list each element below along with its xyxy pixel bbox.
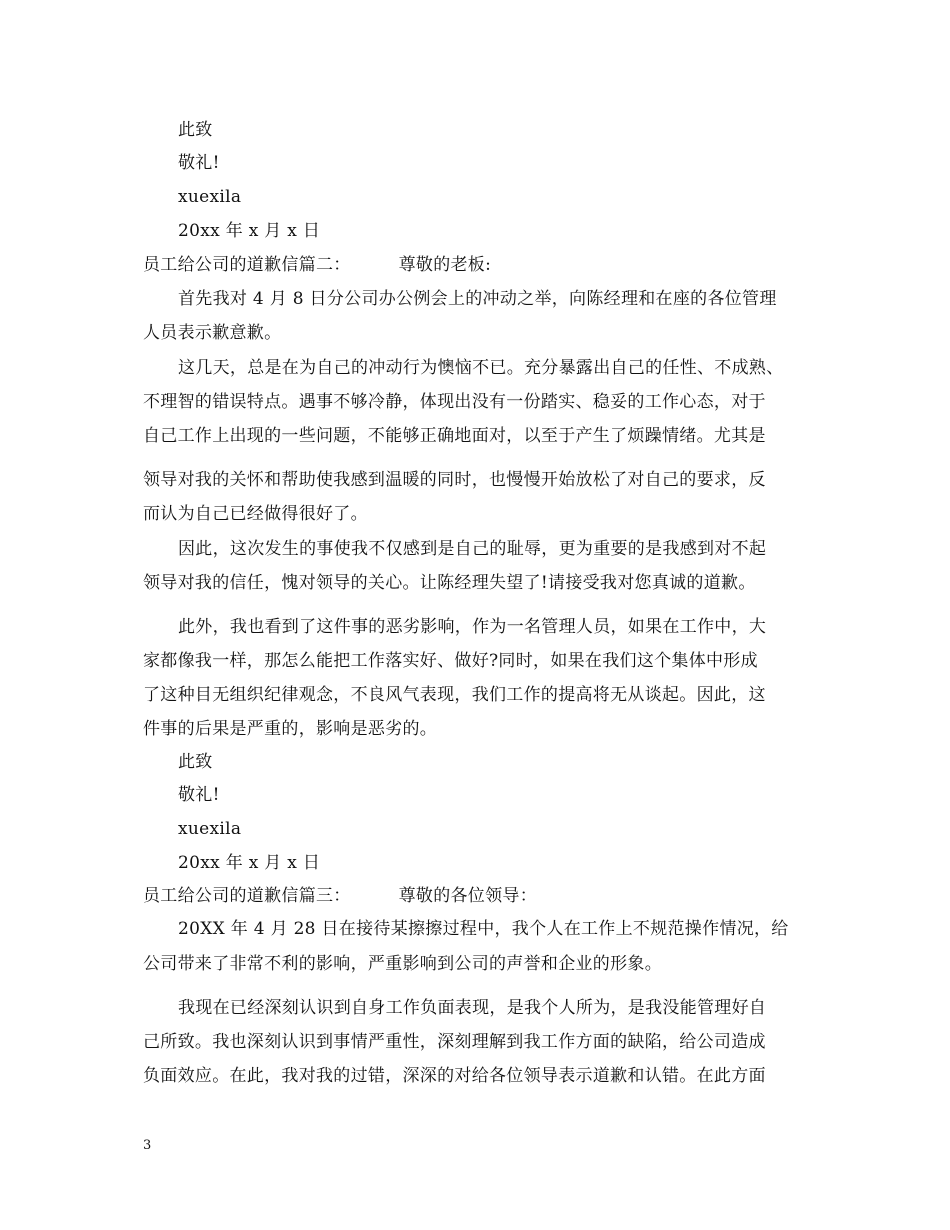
paragraph-line: 而认为自己已经做得很好了。 — [143, 504, 368, 524]
salutation-line: 敬礼! — [178, 785, 220, 805]
closing-line: 此致 — [178, 752, 213, 772]
paragraph-line: 件事的后果是严重的，影响是恶劣的。 — [143, 719, 438, 739]
paragraph-line: 了这种目无组织纪律观念，不良风气表现，我们工作的提高将无从谈起。因此，这 — [143, 685, 766, 705]
paragraph-line: 我现在已经深刻认识到自身工作负面表现，是我个人所为，是我没能管理好自 — [178, 998, 767, 1018]
date-line: 20xx 年 x 月 x 日 — [178, 853, 321, 873]
section-heading-3 — [143, 886, 537, 906]
date-line: 20xx 年 x 月 x 日 — [178, 221, 321, 241]
paragraph-line: 己所致。我也深刻认识到事情严重性，深刻理解到我工作方面的缺陷，给公司造成 — [143, 1032, 766, 1052]
salutation-line: 敬礼! — [178, 153, 220, 173]
paragraph-line: 此外，我也看到了这件事的恶劣影响，作为一名管理人员，如果在工作中，大 — [178, 617, 767, 637]
section-greeting: 尊敬的各位领导： — [398, 886, 538, 906]
section-title: 员工给公司的道歉信篇三： — [143, 886, 351, 906]
paragraph-line: 家都像我一样，那怎么能把工作落实好、做好?同时，如果在我们这个集体中形成 — [143, 651, 758, 671]
closing-line: 此致 — [178, 120, 213, 140]
section-heading-2 — [143, 255, 491, 275]
paragraph-line: 20XX 年 4 月 28 日在接待某擦擦过程中，我个人在工作上不规范操作情况，给 — [178, 919, 789, 939]
signature-line: xuexila — [178, 187, 242, 207]
section-title: 员工给公司的道歉信篇二： — [143, 255, 351, 275]
paragraph-line: 公司带来了非常不利的影响，严重影响到公司的声誉和企业的形象。 — [143, 954, 662, 974]
section-greeting: 尊敬的老板: — [398, 255, 492, 275]
paragraph-line: 不理智的错误特点。遇事不够冷静，体现出没有一份踏实、稳妥的工作心态，对于 — [143, 392, 766, 412]
paragraph-line: 自己工作上出现的一些问题，不能够正确地面对，以至于产生了烦躁情绪。尤其是 — [143, 426, 766, 446]
paragraph-line: 这几天，总是在为自己的冲动行为懊恼不已。充分暴露出自己的任性、不成熟、 — [178, 358, 784, 378]
paragraph-line: 因此，这次发生的事使我不仅感到是自己的耻辱，更为重要的是我感到对不起 — [178, 539, 767, 559]
signature-line: xuexila — [178, 819, 242, 839]
page-number: 3 — [143, 1138, 152, 1153]
paragraph-line: 负面效应。在此，我对我的过错，深深的对给各位领导表示道歉和认错。在此方面 — [143, 1066, 766, 1086]
paragraph-line: 领导对我的关怀和帮助使我感到温暖的同时，也慢慢开始放松了对自己的要求，反 — [143, 470, 766, 490]
paragraph-line: 人员表示歉意歉。 — [143, 323, 282, 343]
paragraph-line: 领导对我的信任，愧对领导的关心。让陈经理失望了!请接受我对您真诚的道歉。 — [143, 573, 756, 593]
paragraph-line: 首先我对 4 月 8 日分公司办公例会上的冲动之举，向陈经理和在座的各位管理 — [178, 289, 777, 309]
